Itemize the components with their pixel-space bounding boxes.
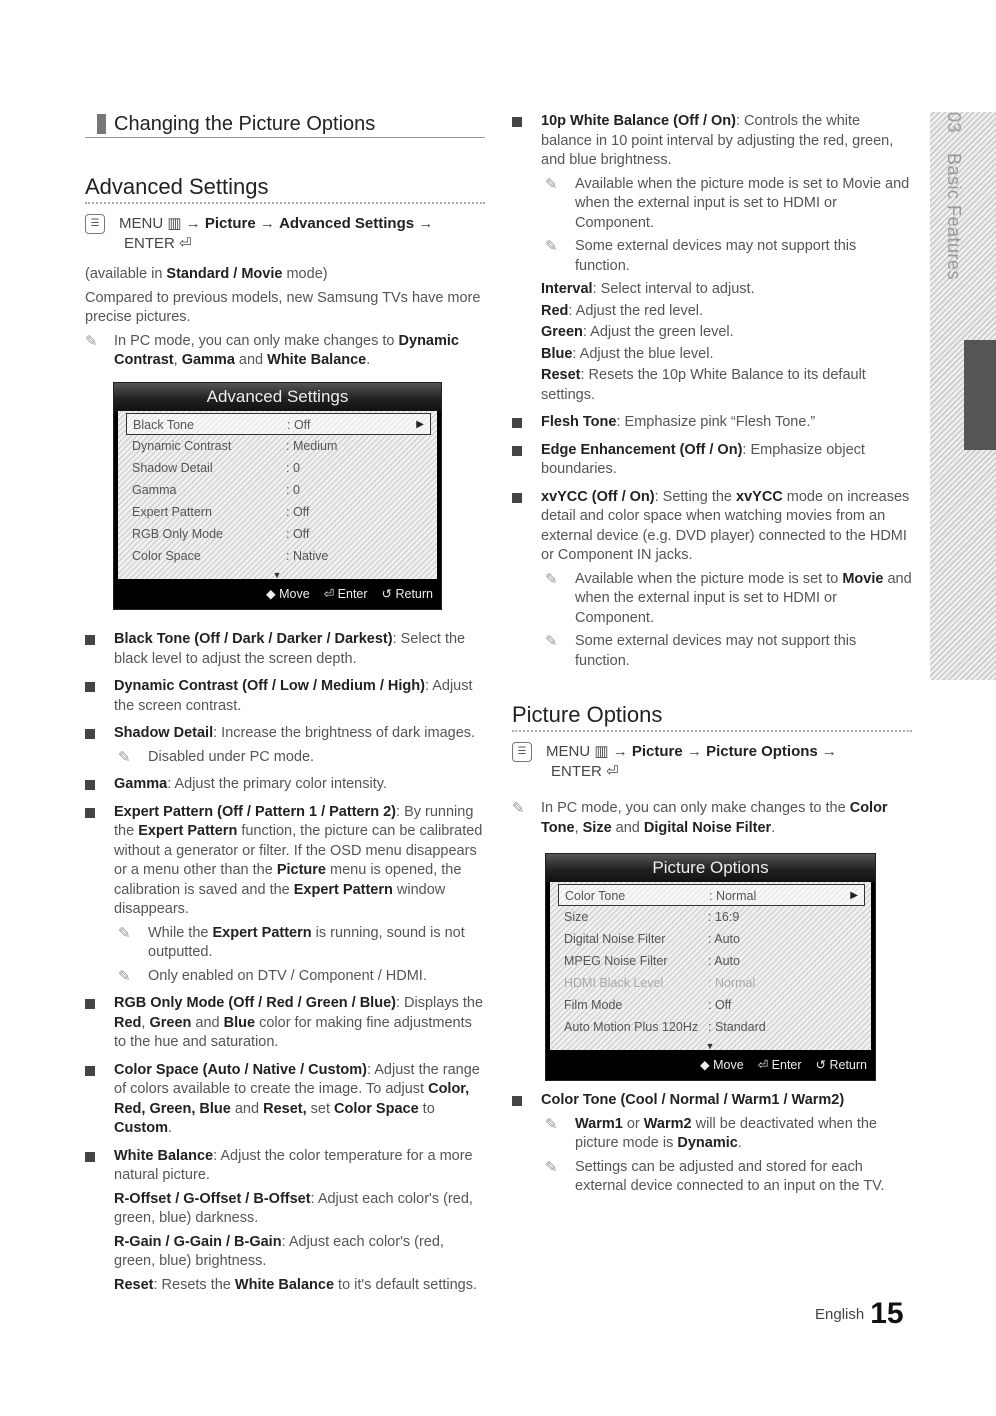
pc-mode-note: ✎ In PC mode, you can only make changes to Dynamic Contrast, Gamma and White Balance. — [85, 332, 459, 368]
osd-row[interactable]: Gamma : 0 — [132, 483, 300, 497]
return-hint: ↺ Return — [815, 1058, 867, 1072]
bullet-square-icon — [85, 1152, 95, 1162]
note: ✎ Disabled under PC mode. — [118, 748, 315, 766]
menu-remote-icon: ☰ — [512, 742, 532, 762]
osd-row[interactable]: Digital Noise Filter : Auto — [564, 932, 740, 946]
note: ✎ Settings can be adjusted and stored for each external device connected to an input on the TV. — [545, 1158, 885, 1194]
picture-options-note — [512, 799, 912, 838]
bullet-square-icon — [512, 1096, 522, 1106]
right-items — [512, 112, 912, 679]
list-item: 10p White Balance (Off / On): Controls the white balance in 10 point interval by adjusting the red, green, and blue brightness. ✎ Available when the picture mode is set to Movie and when the external input is set to HDMI or Component. ✎ Some external devices may not support this function. Interval: Select interval to adjust. Red: Adjust the red level. Green: Adjust the green level. Blue: Adjust the blue level. Reset: Resets the 10p White Balance to its default settings. — [512, 112, 912, 405]
note: ✎ Some external devices may not support this function. — [545, 238, 857, 274]
note: ✎ Some external devices may not support this function. — [545, 633, 857, 669]
chapter-title-bar — [85, 112, 485, 138]
menu-remote-icon: ☰ — [85, 214, 105, 234]
scroll-down-icon[interactable]: ▼ — [705, 1041, 715, 1051]
bullet-square-icon — [512, 493, 522, 503]
list-item: Color Space (Auto / Native / Custom): Adjust the range of colors available to create the image. To adjust Color, Red, Green, Blue and Reset, set Color Space to Custom. — [85, 1061, 485, 1139]
return-hint: ↺ Return — [381, 587, 433, 601]
note: ✎ Available when the picture mode is set to Movie and when the external input is set to HDMI or Component. — [545, 175, 910, 231]
list-item: Dynamic Contrast (Off / Low / Medium / High): Adjust the screen contrast. — [85, 677, 485, 716]
osd-row-disabled: HDMI Black Level : Normal — [564, 976, 756, 990]
list-item: Expert Pattern (Off / Pattern 1 / Pattern 2): By running the Expert Pattern function, the picture can be calibrated without a generator or filter. If the OSD menu disappears or a menu other than the Picture menu is opened, the calibration is saved and the Expert Pattern window disappears. ✎ While the Expert Pattern is running, sound is not outputted. ✎ Only enabled on DTV / Component / HDMI. — [85, 803, 485, 987]
note-pencil-icon: ✎ — [545, 1158, 558, 1176]
page-number: 15 — [870, 1297, 904, 1330]
note-pencil-icon: ✎ — [545, 570, 558, 588]
osd-footer — [114, 579, 441, 609]
list-item: Flesh Tone: Emphasize pink “Flesh Tone.” — [512, 413, 912, 433]
bullet-square-icon — [85, 780, 95, 790]
note-pencil-icon: ✎ — [118, 748, 131, 766]
list-item: xvYCC (Off / On): Setting the xvYCC mode on increases detail and color space when watching movies from an external device (e.g. DVD player) connected to the HDMI or Component IN jacks. ✎ Available when the picture mode is set to Movie and when the external input is set to HDMI or Component. ✎ Some external devices may not support this function. — [512, 488, 912, 672]
move-hint: ◆ Move — [700, 1058, 744, 1072]
enter-hint: ⏎ Enter — [323, 587, 368, 601]
bullet-square-icon — [85, 808, 95, 818]
note-pencil-icon: ✎ — [545, 238, 558, 255]
bullet-square-icon — [512, 446, 522, 456]
osd-row[interactable]: RGB Only Mode : Off — [132, 527, 310, 541]
side-tab-label: Basic Features — [944, 152, 964, 280]
right-arrow-icon: ▶ — [416, 419, 424, 430]
note-pencil-icon: ✎ — [85, 332, 98, 350]
note-pencil-icon: ✎ — [512, 800, 525, 817]
picture-options-osd — [545, 853, 876, 1081]
osd-row[interactable]: Black Tone : Off ▶ — [126, 413, 431, 435]
osd-body — [118, 411, 437, 579]
bullet-square-icon — [85, 682, 95, 692]
enter-key-icon: ⏎ — [606, 763, 619, 780]
wb-offset: R-Offset / G-Offset / B-Offset: Adjust each color's (red, green, blue) darkness. — [114, 1190, 473, 1226]
note: ✎ Warm1 or Warm2 will be deactivated when the picture mode is Dynamic. — [545, 1115, 877, 1151]
note: ✎ Available when the picture mode is set to Movie and when the external input is set to HDMI or Component. — [545, 570, 912, 626]
picture-options-heading: Picture Options — [512, 702, 912, 732]
osd-row[interactable]: Auto Motion Plus 120Hz : Standard — [564, 1020, 766, 1034]
enter-hint: ⏎ Enter — [757, 1058, 802, 1072]
osd-row[interactable]: Dynamic Contrast : Medium — [132, 439, 338, 453]
availability-text: (available in Standard / Movie mode) — [85, 266, 328, 282]
bullet-square-icon — [85, 635, 95, 645]
wb-reset: Reset: Resets the White Balance to it's default settings. — [114, 1276, 478, 1293]
advanced-menu-path: ☰ MENU ▥ → Picture → Advanced Settings → ENTER ⏎ — [85, 214, 485, 254]
list-item: Color Tone (Cool / Normal / Warm1 / Warm2) ✎ Warm1 or Warm2 will be deactivated when the picture mode is Dynamic. ✎ Settings can be adjusted and stored for each external device connected to an input on the TV. — [512, 1091, 912, 1197]
list-item: White Balance: Adjust the color temperature for a more natural picture. R-Offset / G-Offset / B-Offset: Adjust each color's (red, green, blue) darkness. R-Gain / G-Gain / B-Gain: Adjust each color's (red, green, blue) brightness. Reset: Resets the White Balance to it's default settings. — [85, 1147, 485, 1296]
list-item: Gamma: Adjust the primary color intensity. — [85, 775, 485, 795]
right-arrow-icon: ▶ — [850, 890, 858, 901]
advanced-items — [85, 630, 485, 1303]
note-pencil-icon: ✎ — [545, 1115, 558, 1133]
osd-row[interactable]: Size : 16:9 — [564, 910, 740, 924]
note: ✎ Only enabled on DTV / Component / HDMI. — [118, 967, 427, 985]
osd-row[interactable]: Color Space : Native — [132, 549, 329, 563]
list-item: RGB Only Mode (Off / Red / Green / Blue): Displays the Red, Green and Blue color for making fine adjustments to the hue and saturation. — [85, 994, 485, 1053]
move-hint: ◆ Move — [266, 587, 310, 601]
advanced-intro — [85, 265, 485, 371]
list-item: Edge Enhancement (Off / On): Emphasize object boundaries. — [512, 441, 912, 480]
note-pencil-icon: ✎ — [118, 967, 131, 985]
advanced-settings-heading: Advanced Settings — [85, 174, 485, 204]
bullet-square-icon — [85, 729, 95, 739]
wb10-green: Green: Adjust the green level. — [541, 324, 734, 340]
osd-body — [550, 882, 871, 1050]
osd-title: Advanced Settings — [114, 383, 441, 411]
bullet-square-icon — [85, 999, 95, 1009]
bullet-square-icon — [512, 418, 522, 428]
picture-options-menu-path: ☰ MENU ▥ → Picture → Picture Options → ENTER ⏎ — [512, 742, 912, 782]
language-label: English — [815, 1306, 865, 1323]
osd-row[interactable]: Shadow Detail : 0 — [132, 461, 300, 475]
side-tab-marker — [964, 340, 996, 450]
note-pencil-icon: ✎ — [545, 633, 558, 650]
wb10-reset: Reset: Resets the 10p White Balance to its default settings. — [541, 367, 866, 403]
bullet-square-icon — [512, 117, 522, 127]
pc-mode-note: ✎ In PC mode, you can only make changes to the Color Tone, Size and Digital Noise Filter. — [512, 800, 888, 836]
side-chapter-tab — [930, 112, 996, 680]
scroll-down-icon[interactable]: ▼ — [272, 570, 282, 580]
intro-text: Compared to previous models, new Samsung TVs have more precise pictures. — [85, 289, 481, 325]
osd-row[interactable]: Expert Pattern : Off — [132, 505, 310, 519]
note-pencil-icon: ✎ — [545, 175, 558, 193]
wb10-red: Red: Adjust the red level. — [541, 302, 704, 319]
color-tone-section — [512, 1091, 912, 1205]
side-tab-number: 03 — [944, 112, 964, 134]
wb-gain: R-Gain / G-Gain / B-Gain: Adjust each color's (red, green, blue) brightness. — [114, 1233, 444, 1269]
page-footer — [815, 1297, 904, 1330]
enter-key-icon: ⏎ — [179, 235, 192, 252]
osd-row[interactable]: MPEG Noise Filter : Auto — [564, 954, 740, 968]
osd-title: Picture Options — [546, 854, 875, 882]
list-item: Shadow Detail: Increase the brightness of dark images. ✎ Disabled under PC mode. — [85, 724, 485, 767]
side-tab-text — [942, 112, 966, 294]
list-item: Black Tone (Off / Dark / Darker / Darkest): Select the black level to adjust the screen depth. — [85, 630, 485, 669]
chapter-marker — [97, 114, 106, 134]
osd-footer — [546, 1050, 875, 1080]
wb10-blue: Blue: Adjust the blue level. — [541, 345, 714, 362]
wb10-interval: Interval: Select interval to adjust. — [541, 281, 755, 297]
bullet-square-icon — [85, 1066, 95, 1076]
note: ✎ While the Expert Pattern is running, sound is not outputted. — [118, 924, 465, 960]
osd-row[interactable]: Color Tone : Normal ▶ — [558, 884, 865, 906]
osd-row[interactable]: Film Mode : Off — [564, 998, 732, 1012]
chapter-title: Changing the Picture Options — [114, 113, 376, 135]
advanced-settings-osd — [113, 382, 442, 610]
note-pencil-icon: ✎ — [118, 924, 131, 942]
